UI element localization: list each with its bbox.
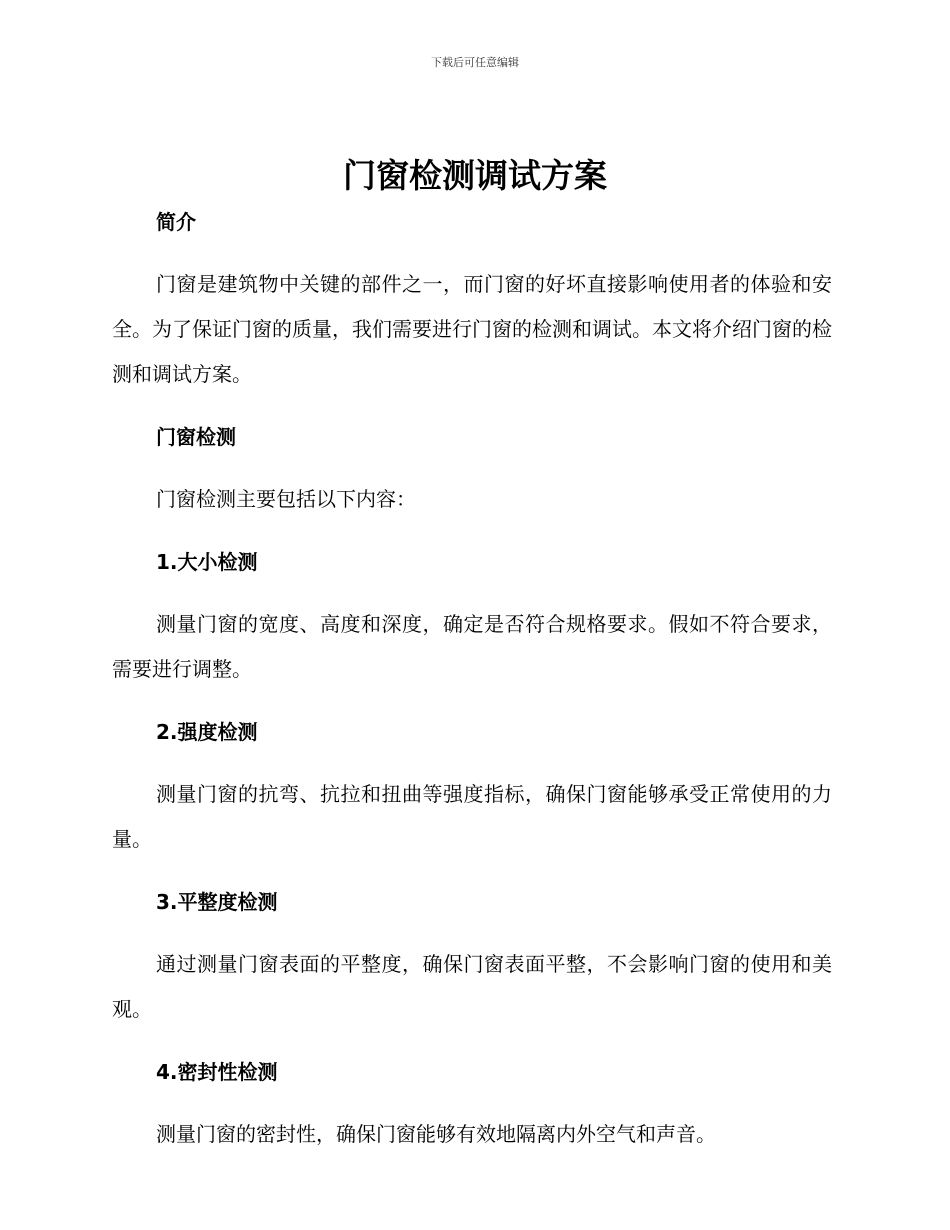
paragraph-inspection: 门窗检测主要包括以下内容： xyxy=(156,487,416,511)
paragraph-strength: 测量门窗的抗弯、抗拉和扭曲等强度指标，确保门窗能够承受正常使用的力量。 xyxy=(112,782,832,851)
paragraph-intro: 门窗是建筑物中关键的部件之一，而门窗的好坏直接影响使用者的体验和安全。为了保证门窗的质量，我们需要进行门窗的检测和调试。本文将介绍门窗的检测和调试方案。 xyxy=(112,272,832,386)
paragraph-sealing: 测量门窗的密封性，确保门窗能够有效地隔离内外空气和声音。 xyxy=(156,1122,716,1146)
heading-size: 1.大小检测 xyxy=(156,550,258,574)
heading-intro: 简介 xyxy=(156,210,196,234)
heading-strength: 2.强度检测 xyxy=(156,720,258,744)
document-body xyxy=(112,205,832,1157)
header-note: 下载后可任意编辑 xyxy=(431,56,519,69)
document-title: 门窗检测调试方案 xyxy=(343,156,607,195)
heading-sealing: 4.密封性检测 xyxy=(156,1060,278,1084)
paragraph-flatness: 通过测量门窗表面的平整度，确保门窗表面平整，不会影响门窗的使用和美观。 xyxy=(112,952,832,1021)
paragraph-size: 测量门窗的宽度、高度和深度，确定是否符合规格要求。假如不符合要求，需要进行调整。 xyxy=(112,612,832,681)
heading-inspection: 门窗检测 xyxy=(156,425,236,449)
heading-flatness: 3.平整度检测 xyxy=(156,890,278,914)
